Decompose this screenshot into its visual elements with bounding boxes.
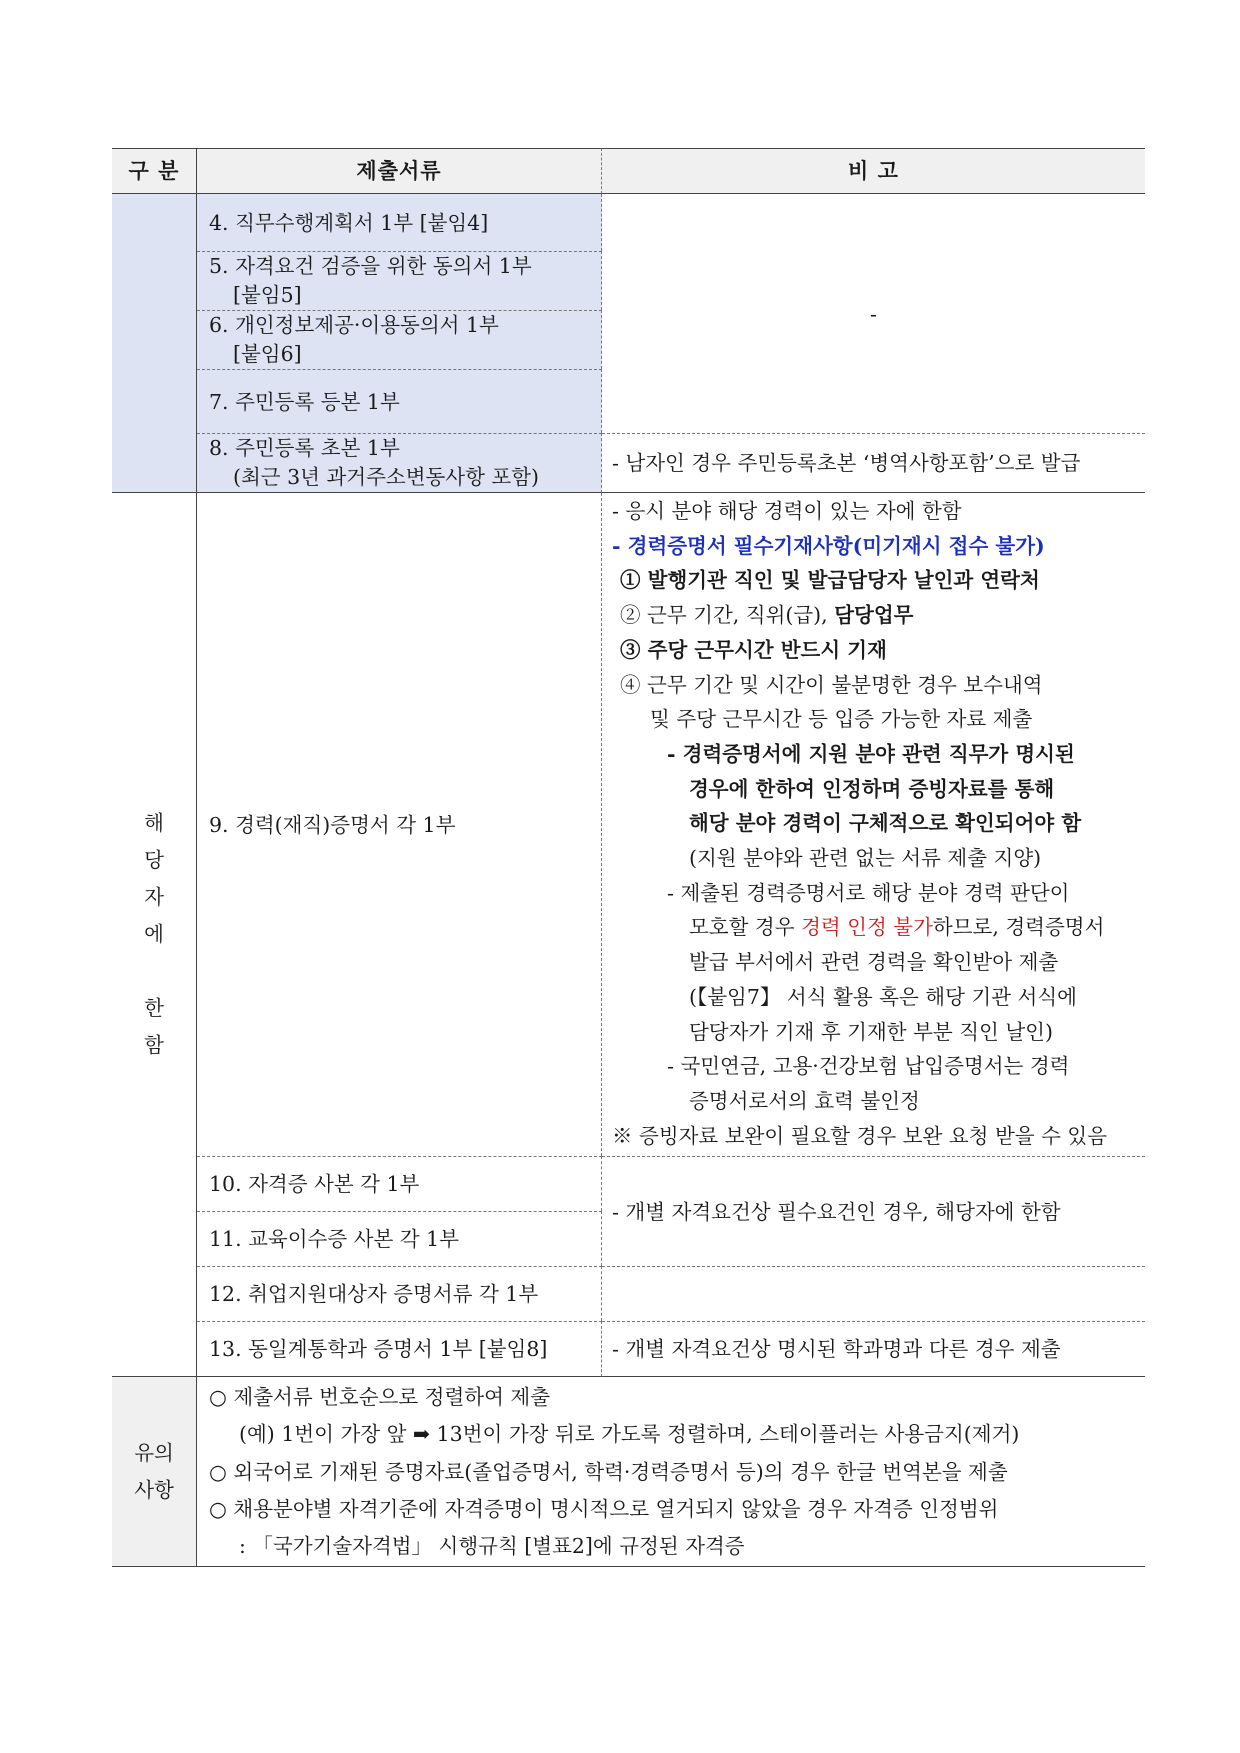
note-3-detail: : 「국가기술자격법」 시행규칙 [별표2]에 규정된 자격증 bbox=[239, 1534, 745, 1559]
remark-9-line: ③ 주당 근무시간 반드시 기재 bbox=[620, 637, 887, 662]
item-12-text: 12. 취업지원대상자 증명서류 각 1부 bbox=[209, 1282, 539, 1306]
group-b-label-char: 한 bbox=[144, 996, 164, 1020]
remark-9-line: 발급 부서에서 관련 경력을 확인받아 제출 bbox=[689, 950, 1059, 975]
remark-9-line bbox=[612, 910, 1145, 945]
remark-9-line: 경우에 한하여 인정하며 증빙자료를 통해 bbox=[689, 776, 1055, 801]
remark-9-line: - 제출된 경력증명서로 해당 분야 경력 판단이 bbox=[667, 880, 1070, 905]
item-7 bbox=[197, 369, 602, 433]
item-5 bbox=[197, 251, 602, 310]
group-b-label-char: 함 bbox=[144, 1033, 164, 1057]
remark-9-line: ① 발행기관 직인 및 발급담당자 날인과 연락처 bbox=[620, 568, 1040, 593]
remark-9 bbox=[602, 493, 1145, 1156]
notes-label bbox=[112, 1377, 197, 1567]
note-1-example: (예) 1번이 가장 앞 ➡ 13번이 가장 뒤로 가도록 정렬하며, 스테이플러는 사용금지(제거) bbox=[239, 1422, 1020, 1447]
item-12 bbox=[197, 1266, 602, 1321]
remark-9-line: 해당 분야 경력이 구체적으로 확인되어야 함 bbox=[689, 811, 1082, 836]
note-3: ○ 채용분야별 자격기준에 자격증명이 명시적으로 열거되지 않았을 경우 자격증 인정범위 bbox=[209, 1496, 999, 1521]
remark-9-text: 하므로, 경력증명서 bbox=[932, 915, 1105, 940]
remark-10-11-text: - 개별 자격요건상 필수요건인 경우, 해당자에 한함 bbox=[612, 1199, 1061, 1224]
notes-label-line: 유의 bbox=[134, 1440, 174, 1465]
header-category: 구 분 bbox=[112, 148, 197, 194]
remark-9-red-text: 경력 인정 불가 bbox=[801, 915, 933, 940]
remark-13-text: - 개별 자격요건상 명시된 학과명과 다른 경우 제출 bbox=[612, 1337, 1061, 1361]
item-9-text: 9. 경력(재직)증명서 각 1부 bbox=[209, 812, 456, 837]
header-remarks: 비 고 bbox=[602, 148, 1145, 194]
remark-8 bbox=[602, 433, 1145, 493]
remark-9-line: - 경력증명서에 지원 분야 관련 직무가 명시된 bbox=[667, 741, 1075, 766]
item-8-subtext: (최근 3년 과거주소변동사항 포함) bbox=[233, 465, 540, 489]
group-b-label-char: 자 bbox=[144, 885, 164, 909]
remark-9-line: ※ 증빙자료 보완이 필요할 경우 보완 요청 받을 수 있음 bbox=[612, 1123, 1108, 1148]
group-b-label-char: 당 bbox=[144, 848, 164, 872]
remark-9-text: ② 근무 기간, 직위(급), bbox=[620, 603, 835, 628]
item-6 bbox=[197, 310, 602, 369]
group-b-label-char: 해 bbox=[144, 811, 164, 835]
notes-label-line: 사항 bbox=[134, 1477, 174, 1502]
item-4-text: 4. 직무수행계획서 1부 [붙임4] bbox=[209, 210, 489, 235]
notes-content bbox=[197, 1377, 1145, 1567]
remark-9-line: (지원 분야와 관련 없는 서류 제출 지양) bbox=[689, 846, 1042, 871]
remark-9-line: 담당자가 기재 후 기재한 부분 직인 날인) bbox=[689, 1019, 1053, 1044]
remark-12 bbox=[602, 1266, 1145, 1321]
item-11 bbox=[197, 1211, 602, 1266]
group-b-label bbox=[112, 493, 197, 1377]
remark-9-line: 및 주당 근무시간 등 입증 가능한 자료 제출 bbox=[650, 707, 1033, 732]
remark-9-line: 증명서로서의 효력 불인정 bbox=[689, 1088, 920, 1113]
item-8-text: 8. 주민등록 초본 1부 bbox=[209, 436, 400, 460]
item-5-subtext: [붙임5] bbox=[233, 283, 302, 307]
remark-4-7 bbox=[602, 194, 1145, 433]
remark-9-text: 모호할 경우 bbox=[689, 915, 802, 940]
remark-dash: - bbox=[870, 301, 877, 326]
item-10 bbox=[197, 1156, 602, 1211]
item-4 bbox=[197, 194, 602, 251]
item-8 bbox=[197, 433, 602, 493]
item-11-text: 11. 교육이수증 사본 각 1부 bbox=[209, 1227, 459, 1251]
remark-13 bbox=[602, 1321, 1145, 1377]
remark-9-bold-text: 담당업무 bbox=[834, 603, 914, 628]
item-9 bbox=[197, 493, 602, 1156]
item-6-subtext: [붙임6] bbox=[233, 342, 302, 366]
note-1: ○ 제출서류 번호순으로 정렬하여 제출 bbox=[209, 1385, 550, 1409]
item-10-text: 10. 자격증 사본 각 1부 bbox=[209, 1172, 420, 1196]
remark-9-line: - 국민연금, 고용·건강보험 납입증명서는 경력 bbox=[667, 1054, 1070, 1079]
item-7-text: 7. 주민등록 등본 1부 bbox=[209, 389, 400, 414]
remark-9-line bbox=[612, 598, 1145, 633]
item-13 bbox=[197, 1321, 602, 1377]
document-table bbox=[112, 148, 1145, 1570]
remark-9-line: (【붙임7】 서식 활용 혹은 해당 기관 서식에 bbox=[689, 984, 1077, 1009]
remark-9-line: ④ 근무 기간 및 시간이 불분명한 경우 보수내역 bbox=[620, 672, 1043, 697]
note-2: ○ 외국어로 기재된 증명자료(졸업증명서, 학력·경력증명서 등)의 경우 한글 번역본을 제출 bbox=[209, 1459, 1008, 1484]
remark-10-11 bbox=[602, 1156, 1145, 1266]
group-a-label-cell bbox=[112, 194, 197, 493]
remark-8-text: - 남자인 경우 주민등록초본 ‘병역사항포함’으로 발급 bbox=[612, 451, 1081, 475]
remark-9-line: - 응시 분야 해당 경력이 있는 자에 한함 bbox=[612, 499, 962, 523]
remark-9-line: - 경력증명서 필수기재사항(미기재시 접수 불가) bbox=[612, 533, 1045, 558]
header-documents: 제출서류 bbox=[197, 148, 602, 194]
item-13-text: 13. 동일계통학과 증명서 1부 [붙임8] bbox=[209, 1337, 548, 1361]
group-b-label-char: 에 bbox=[144, 922, 164, 946]
item-5-text: 5. 자격요건 검증을 위한 동의서 1부 bbox=[209, 254, 532, 278]
item-6-text: 6. 개인정보제공·이용동의서 1부 bbox=[209, 313, 499, 337]
